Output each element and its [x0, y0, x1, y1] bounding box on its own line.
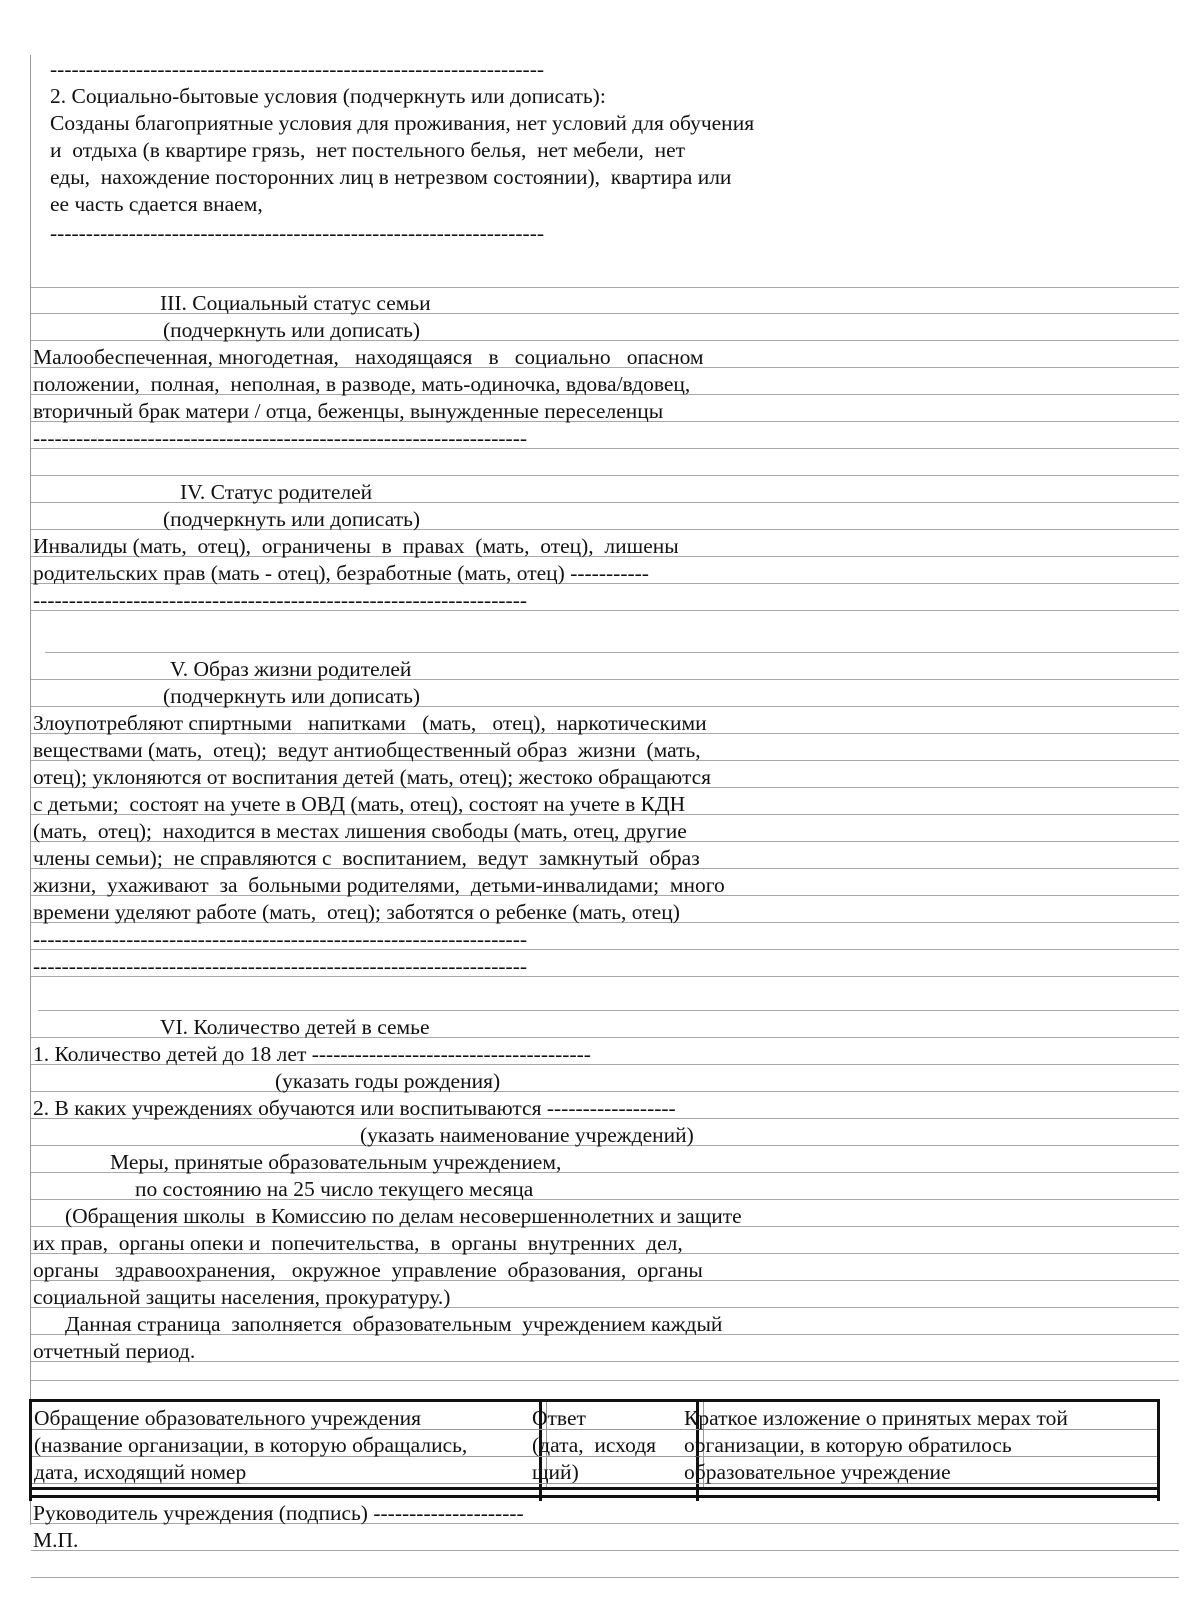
left-border: [30, 55, 31, 1525]
section6-item2-note: (указать наименование учреждений): [360, 1123, 694, 1147]
section5-line6: члены семьи); не справляются с воспитанием, ведут замкнутый образ: [33, 846, 700, 870]
section6-note2: отчетный период.: [33, 1339, 196, 1363]
section4-subtitle: (подчеркнуть или дописать): [163, 507, 421, 531]
signature-line: Руководитель учреждения (подпись) ---------------------: [33, 1501, 524, 1525]
section2-line5: ее часть сдается внаем,: [50, 192, 263, 216]
table-col3-line2: организации, в которую обратилось: [684, 1433, 1012, 1457]
section2-line2: Созданы благоприятные условия для проживания, нет условий для обучения: [50, 111, 755, 135]
section3-dashes: ---------------------------------------------------------------------: [33, 426, 528, 450]
section3-line1: Малообеспеченная, многодетная, находящаяся в социально опасном: [33, 345, 704, 369]
table-border-top: [29, 1399, 1160, 1402]
section6-item1: 1. Количество детей до 18 лет ---------------------------------------: [33, 1042, 591, 1066]
section2-dashes-bottom: ---------------------------------------------------------------------: [50, 221, 545, 245]
section5-subtitle: (подчеркнуть или дописать): [163, 684, 421, 708]
section6-item1-note: (указать годы рождения): [275, 1069, 501, 1093]
table-border-right: [1157, 1399, 1160, 1501]
section3-line2: положении, полная, неполная, в разводе, мать-одиночка, вдова/вдовец,: [33, 372, 691, 396]
table-col3-line3: образовательное учреждение: [684, 1460, 951, 1484]
section4-line1: Инвалиды (мать, отец), ограничены в правах (мать, отец), лишены: [33, 534, 679, 558]
table-col2-line1: Ответ: [532, 1406, 586, 1430]
grid-line: [31, 1361, 1179, 1362]
section6-note1: Данная страница заполняется образовательным учреждением каждый: [65, 1312, 723, 1336]
section5-line3: отец); уклоняются от воспитания детей (мать, отец); жестоко обращаются: [33, 765, 712, 789]
section2-line1: 2. Социально-бытовые условия (подчеркнуть или дописать):: [50, 84, 606, 108]
grid-line: [45, 652, 1179, 653]
table-col1-line3: дата, исходящий номер: [34, 1460, 247, 1484]
table-col1-line1: Обращение образовательного учреждения: [34, 1406, 421, 1430]
section2-line4: еды, нахождение посторонних лиц в нетрезвом состоянии), квартира или: [50, 165, 732, 189]
table-col2-line2: (дата, исходя: [532, 1433, 657, 1457]
section5-line2: веществами (мать, отец); ведут антиобщественный образ жизни (мать,: [33, 738, 701, 762]
table-col3-line1: Краткое изложение о принятых мерах той: [684, 1406, 1068, 1430]
grid-line: [31, 1550, 1179, 1551]
section4-dashes: ---------------------------------------------------------------------: [33, 588, 528, 612]
measures-table: [29, 1399, 1160, 1501]
section5-dashes2: ---------------------------------------------------------------------: [33, 954, 528, 978]
section2-line3: и отдыха (в квартире грязь, нет постельного белья, нет мебели, нет: [50, 138, 686, 162]
section6-title: VI. Количество детей в семье: [160, 1015, 430, 1039]
table-col2-line3: щий): [532, 1460, 579, 1484]
grid-line: [31, 287, 1179, 288]
section2-dashes-top: ---------------------------------------------------------------------: [50, 57, 545, 81]
section6-measures2: по состоянию на 25 число текущего месяца: [135, 1177, 534, 1201]
grid-line: [31, 475, 1179, 476]
section6-appeal4: социальной защиты населения, прокуратуру.): [33, 1285, 451, 1309]
section5-line1: Злоупотребляют спиртными напитками (мать, отец), наркотическими: [33, 711, 707, 735]
section5-title: V. Образ жизни родителей: [170, 657, 412, 681]
section4-title: IV. Статус родителей: [180, 480, 373, 504]
section3-title: III. Социальный статус семьи: [160, 291, 431, 315]
table-header-bottom: [29, 1487, 1160, 1490]
section5-line5: (мать, отец); находится в местах лишения свободы (мать, отец, другие: [33, 819, 687, 843]
table-border-bottom: [29, 1495, 1160, 1498]
section6-appeal2: их прав, органы опеки и попечительства, в органы внутренних дел,: [33, 1231, 683, 1255]
grid-line: [31, 1577, 1179, 1578]
section4-line2: родительских прав (мать - отец), безработные (мать, отец) -----------: [33, 561, 649, 585]
stamp-label: М.П.: [33, 1528, 79, 1552]
grid-line: [31, 1091, 1179, 1092]
section3-line3: вторичный брак матери / отца, беженцы, вынужденные переселенцы: [33, 399, 664, 423]
section5-line8: времени уделяют работе (мать, отец); заботятся о ребенке (мать, отец): [33, 900, 680, 924]
section6-measures1: Меры, принятые образовательным учреждением,: [110, 1150, 562, 1174]
section6-appeal1: (Обращения школы в Комиссию по делам несовершеннолетних и защите: [65, 1204, 742, 1228]
grid-line: [38, 1010, 1179, 1011]
section5-line4: с детьми; состоят на учете в ОВД (мать, отец), состоят на учете в КДН: [33, 792, 686, 816]
section5-dashes1: ---------------------------------------------------------------------: [33, 927, 528, 951]
section6-appeal3: органы здравоохранения, окружное управление образования, органы: [33, 1258, 703, 1282]
section5-line7: жизни, ухаживают за больными родителями, детьми-инвалидами; много: [33, 873, 725, 897]
grid-line: [31, 1380, 1179, 1381]
table-border-left: [29, 1399, 32, 1501]
table-col1-line2: (название организации, в которую обращались,: [34, 1433, 468, 1457]
section3-subtitle: (подчеркнуть или дописать): [163, 318, 421, 342]
section6-item2: 2. В каких учреждениях обучаются или воспитываются ------------------: [33, 1096, 676, 1120]
